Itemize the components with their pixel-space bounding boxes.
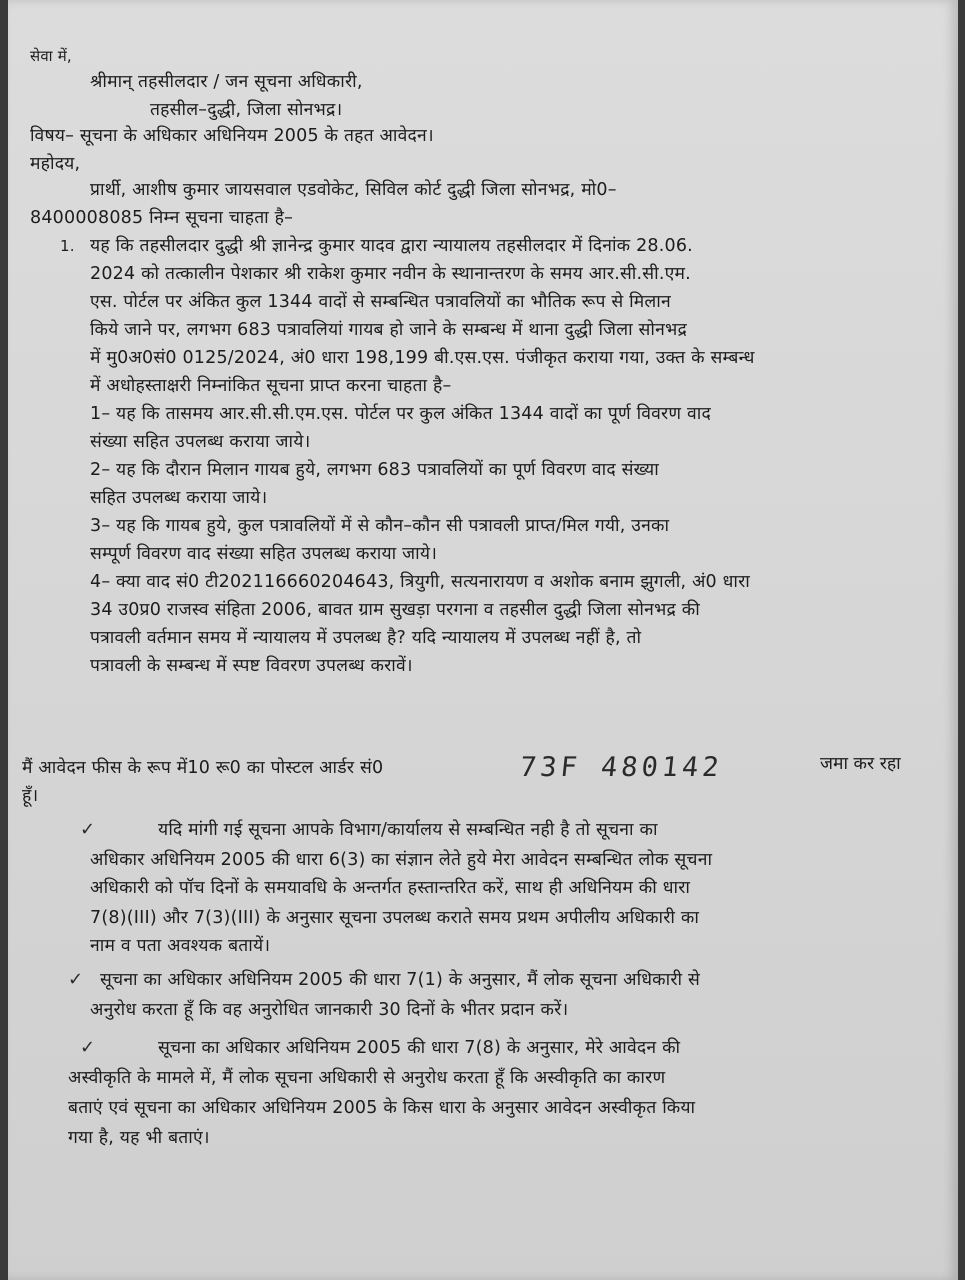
point-1-line: 2024 को तत्कालीन पेशकार श्री राकेश कुमार नवीन के स्थानान्तरण के समय आर.सी.सी.एम.: [90, 264, 691, 284]
subpoint-line: सहित उपलब्ध कराया जाये।: [90, 488, 268, 508]
check-2-line: अनुरोध करता हूँ कि वह अनुरोधित जानकारी 30 दिनों के भीतर प्रदान करें।: [90, 1000, 569, 1020]
check-1-line: अधिकारी को पॉच दिनों के समयावधि के अन्तर्गत हस्तान्तरित करें, साथ ही अधिनियम की धारा: [90, 878, 691, 898]
postal-order-number-handwritten: 73F 480142: [518, 752, 725, 783]
intro-line-1: प्रार्थी, आशीष कुमार जायसवाल एडवोकेट, सिविल कोर्ट दुद्धी जिला सोनभद्र, मो0–: [90, 180, 617, 200]
fee-prefix: मैं आवेदन फीस के रूप में10 रू0 का पोस्टल आर्डर सं0: [22, 758, 384, 778]
subpoint-line: सम्पूर्ण विवरण वाद संख्या सहित उपलब्ध कराया जाये।: [90, 544, 438, 564]
subpoint-line: पत्रावली के सम्बन्ध में स्पष्ट विवरण उपलब्ध करावें।: [90, 656, 413, 676]
subpoint-line: 4– क्या वाद सं0 टी202116660204643, त्रियुगी, सत्यनारायण व अशोक बनाम झुगली, अं0 धारा: [90, 572, 751, 592]
subpoint-line: 1– यह कि तासमय आर.सी.सी.एम.एस. पोर्टल पर कुल अंकित 1344 वादों का पूर्ण विवरण वाद: [90, 404, 711, 424]
check-3-line: सूचना का अधिकार अधिनियम 2005 की धारा 7(8) के अनुसार, मेरे आवेदन की: [158, 1038, 681, 1058]
fee-end: हूँ।: [22, 786, 39, 806]
check-3-line: गया है, यह भी बताएं।: [68, 1128, 210, 1148]
point-1-line: में अधोहस्ताक्षरी निम्नांकित सूचना प्राप्त करना चाहता है–: [90, 376, 452, 396]
salutation: महोदय,: [30, 154, 81, 174]
point-1-line: एस. पोर्टल पर अंकित कुल 1344 वादों से सम्बन्धित पत्रावलियों का भौतिक रूप से मिलान: [90, 292, 671, 312]
subpoint-line: पत्रावली वर्तमान समय में न्यायालय में उपलब्ध है? यदि न्यायालय में उपलब्ध नहीं है, तो: [90, 628, 642, 648]
checkmark-icon: ✓: [80, 1037, 96, 1058]
subject-line: विषय– सूचना के अधिकार अधिनियम 2005 के तहत आवेदन।: [30, 126, 434, 146]
subpoint-line: 2– यह कि दौरान मिलान गायब हुये, लगभग 683 पत्रावलियों का पूर्ण विवरण वाद संख्या: [90, 460, 659, 480]
check-1-line: नाम व पता अवश्यक बतायें।: [90, 936, 271, 956]
address-to: सेवा में,: [30, 47, 72, 65]
check-3-line: बताएं एवं सूचना का अधिकार अधिनियम 2005 के किस धारा के अनुसार आवेदन अस्वीकृत किया: [68, 1098, 696, 1118]
fee-suffix: जमा कर रहा: [820, 754, 901, 774]
point-1-line: किये जाने पर, लगभग 683 पत्रावलियां गायब हो जाने के सम्बन्ध में थाना दुद्धी जिला सोनभद्र: [90, 320, 688, 340]
check-1-line: 7(8)(III) और 7(3)(III) के अनुसार सूचना उपलब्ध कराते समय प्रथम अपीलीय अधिकारी का: [90, 908, 700, 928]
check-1-line: यदि मांगी गई सूचना आपके विभाग/कार्यालय से सम्बन्धित नही है तो सूचना का: [158, 820, 658, 840]
checkmark-icon: ✓: [68, 969, 84, 990]
check-3-line: अस्वीकृति के मामले में, मैं लोक सूचना अधिकारी से अनुरोध करता हूँ कि अस्वीकृति का कारण: [68, 1068, 666, 1088]
subpoint-line: 3– यह कि गायब हुये, कुल पत्रावलियों में से कौन–कौन सी पत्रावली प्राप्त/मिल गयी, उनका: [90, 516, 670, 536]
point-1-line: में मु0अ0सं0 0125/2024, अं0 धारा 198,199 बी.एस.एस. पंजीकृत कराया गया, उक्त के सम्बन्ध: [90, 348, 755, 368]
check-2-line: सूचना का अधिकार अधिनियम 2005 की धारा 7(1) के अनुसार, मैं लोक सूचना अधिकारी से: [100, 970, 701, 990]
document-page: [8, 0, 958, 1280]
address-officer: श्रीमान् तहसीलदार / जन सूचना अधिकारी,: [90, 72, 363, 92]
subpoint-line: 34 उ0प्र0 राजस्व संहिता 2006, बावत ग्राम सुखड़ा परगना व तहसील दुद्धी जिला सोनभद्र की: [90, 600, 700, 620]
point-1-line: यह कि तहसीलदार दुद्धी श्री ज्ञानेन्द्र कुमार यादव द्वारा न्यायालय तहसीलदार में दिनांक 28.06.: [90, 236, 693, 256]
point-1-number: 1.: [60, 237, 75, 255]
check-1-line: अधिकार अधिनियम 2005 की धारा 6(3) का संज्ञान लेते हुये मेरा आवेदन सम्बन्धित लोक सूचना: [90, 850, 713, 870]
intro-line-2: 8400008085 निम्न सूचना चाहता है–: [30, 208, 294, 228]
address-place: तहसील–दुद्धी, जिला सोनभद्र।: [150, 100, 343, 120]
subpoint-line: संख्या सहित उपलब्ध कराया जाये।: [90, 432, 311, 452]
checkmark-icon: ✓: [80, 819, 96, 840]
